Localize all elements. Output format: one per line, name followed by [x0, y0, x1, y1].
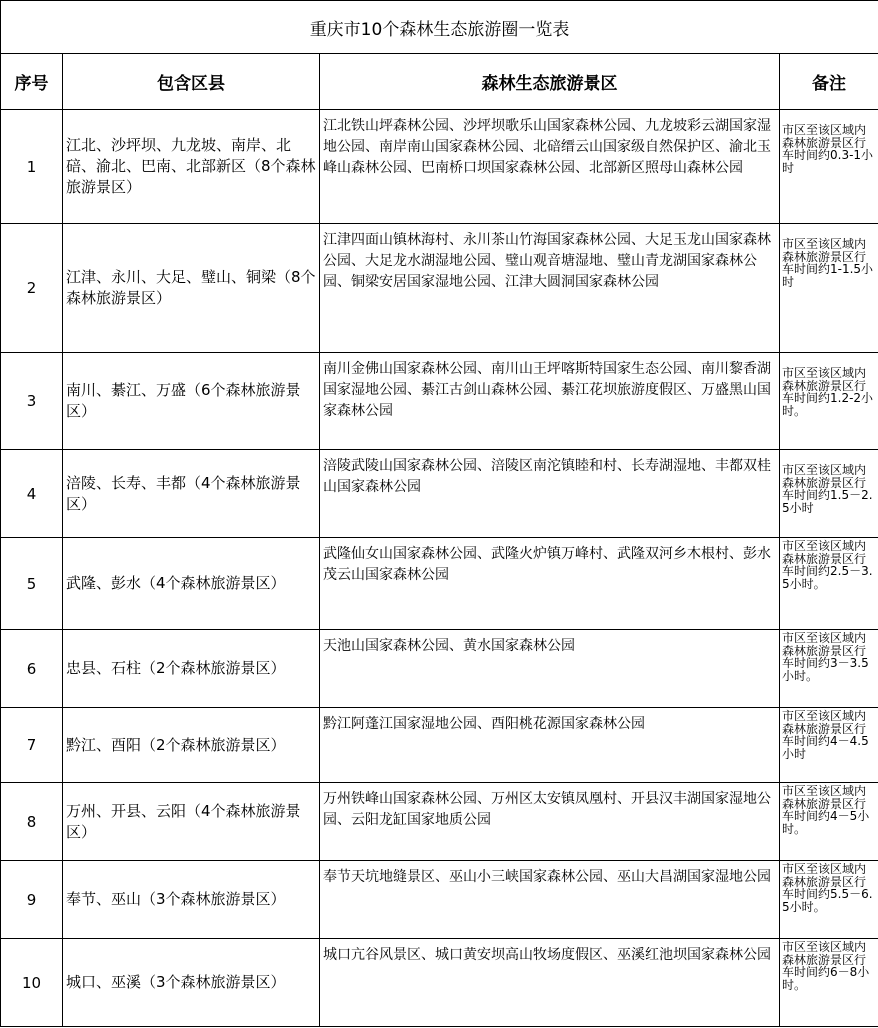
row-no: 4 [1, 450, 63, 538]
row-note: 市区至该区域内森林旅游景区行车时间约6－8小时。 [780, 939, 878, 1027]
table-row [1, 783, 878, 861]
row-note: 市区至该区域内森林旅游景区行车时间约3－3.5小时。 [780, 630, 878, 708]
row-note: 市区至该区域内森林旅游景区行车时间约1.2-2小时。 [780, 353, 878, 450]
table-row [1, 708, 878, 783]
row-counties: 武隆、彭水（4个森林旅游景区） [63, 538, 320, 630]
row-scenic: 奉节天坑地缝景区、巫山小三峡国家森林公园、巫山大昌湖国家湿地公园 [320, 861, 780, 939]
row-no: 2 [1, 224, 63, 353]
row-note: 市区至该区域内森林旅游景区行车时间约1.5－2.5小时 [780, 450, 878, 538]
header-counties: 包含区县 [63, 54, 320, 110]
row-no: 9 [1, 861, 63, 939]
table-row [1, 861, 878, 939]
row-no: 3 [1, 353, 63, 450]
row-note: 市区至该区域内森林旅游景区行车时间约0.3-1小时 [780, 110, 878, 224]
row-note: 市区至该区域内森林旅游景区行车时间约4－5小时。 [780, 783, 878, 861]
row-counties: 南川、綦江、万盛（6个森林旅游景区） [63, 353, 320, 450]
row-scenic: 黔江阿蓬江国家湿地公园、酉阳桃花源国家森林公园 [320, 708, 780, 783]
table-row [1, 353, 878, 450]
header-notes: 备注 [780, 54, 878, 110]
row-no: 1 [1, 110, 63, 224]
row-no: 5 [1, 538, 63, 630]
row-no: 7 [1, 708, 63, 783]
row-counties: 黔江、酉阳（2个森林旅游景区） [63, 708, 320, 783]
row-counties: 城口、巫溪（3个森林旅游景区） [63, 939, 320, 1027]
row-scenic: 万州铁峰山国家森林公园、万州区太安镇凤凰村、开县汉丰湖国家湿地公园、云阳龙缸国家地质公园 [320, 783, 780, 861]
row-counties: 涪陵、长寿、丰都（4个森林旅游景区） [63, 450, 320, 538]
row-scenic: 武隆仙女山国家森林公园、武隆火炉镇万峰村、武隆双河乡木根村、彭水茂云山国家森林公园 [320, 538, 780, 630]
header-no: 序号 [1, 54, 63, 110]
row-note: 市区至该区域内森林旅游景区行车时间约5.5－6.5小时。 [780, 861, 878, 939]
table-row [1, 224, 878, 353]
row-note: 市区至该区域内森林旅游景区行车时间约2.5－3.5小时。 [780, 538, 878, 630]
table-row [1, 538, 878, 630]
header-scenic: 森林生态旅游景区 [320, 54, 780, 110]
row-no: 10 [1, 939, 63, 1027]
row-counties: 万州、开县、云阳（4个森林旅游景区） [63, 783, 320, 861]
row-scenic: 南川金佛山国家森林公园、南川山王坪喀斯特国家生态公园、南川黎香湖国家湿地公园、綦江古剑山森林公园、綦江花坝旅游度假区、万盛黑山国家森林公园 [320, 353, 780, 450]
row-scenic: 天池山国家森林公园、黄水国家森林公园 [320, 630, 780, 708]
table-title: 重庆市10个森林生态旅游圈一览表 [1, 1, 878, 54]
row-no: 8 [1, 783, 63, 861]
row-scenic: 城口亢谷风景区、城口黄安坝高山牧场度假区、巫溪红池坝国家森林公园 [320, 939, 780, 1027]
row-scenic: 江津四面山镇林海村、永川茶山竹海国家森林公园、大足玉龙山国家森林公园、大足龙水湖湿地公园、璧山观音塘湿地、璧山青龙湖国家森林公园、铜梁安居国家湿地公园、江津大圆洞国家森林公园 [320, 224, 780, 353]
row-scenic: 江北铁山坪森林公园、沙坪坝歌乐山国家森林公园、九龙坡彩云湖国家湿地公园、南岸南山国家森林公园、北碚缙云山国家级自然保护区、渝北玉峰山森林公园、巴南桥口坝国家森林公园、北部新区照母山森林公园 [320, 110, 780, 224]
row-counties: 忠县、石柱（2个森林旅游景区） [63, 630, 320, 708]
table-row [1, 110, 878, 224]
table-row [1, 450, 878, 538]
row-counties: 江津、永川、大足、璧山、铜梁（8个森林旅游景区） [63, 224, 320, 353]
row-scenic: 涪陵武陵山国家森林公园、涪陵区南沱镇睦和村、长寿湖湿地、丰都双桂山国家森林公园 [320, 450, 780, 538]
row-no: 6 [1, 630, 63, 708]
row-note: 市区至该区域内森林旅游景区行车时间约1-1.5小时 [780, 224, 878, 353]
table-row [1, 939, 878, 1027]
table-row [1, 630, 878, 708]
row-note: 市区至该区域内森林旅游景区行车时间约4－4.5小时 [780, 708, 878, 783]
row-counties: 奉节、巫山（3个森林旅游景区） [63, 861, 320, 939]
row-counties: 江北、沙坪坝、九龙坡、南岸、北碚、渝北、巴南、北部新区（8个森林旅游景区） [63, 110, 320, 224]
